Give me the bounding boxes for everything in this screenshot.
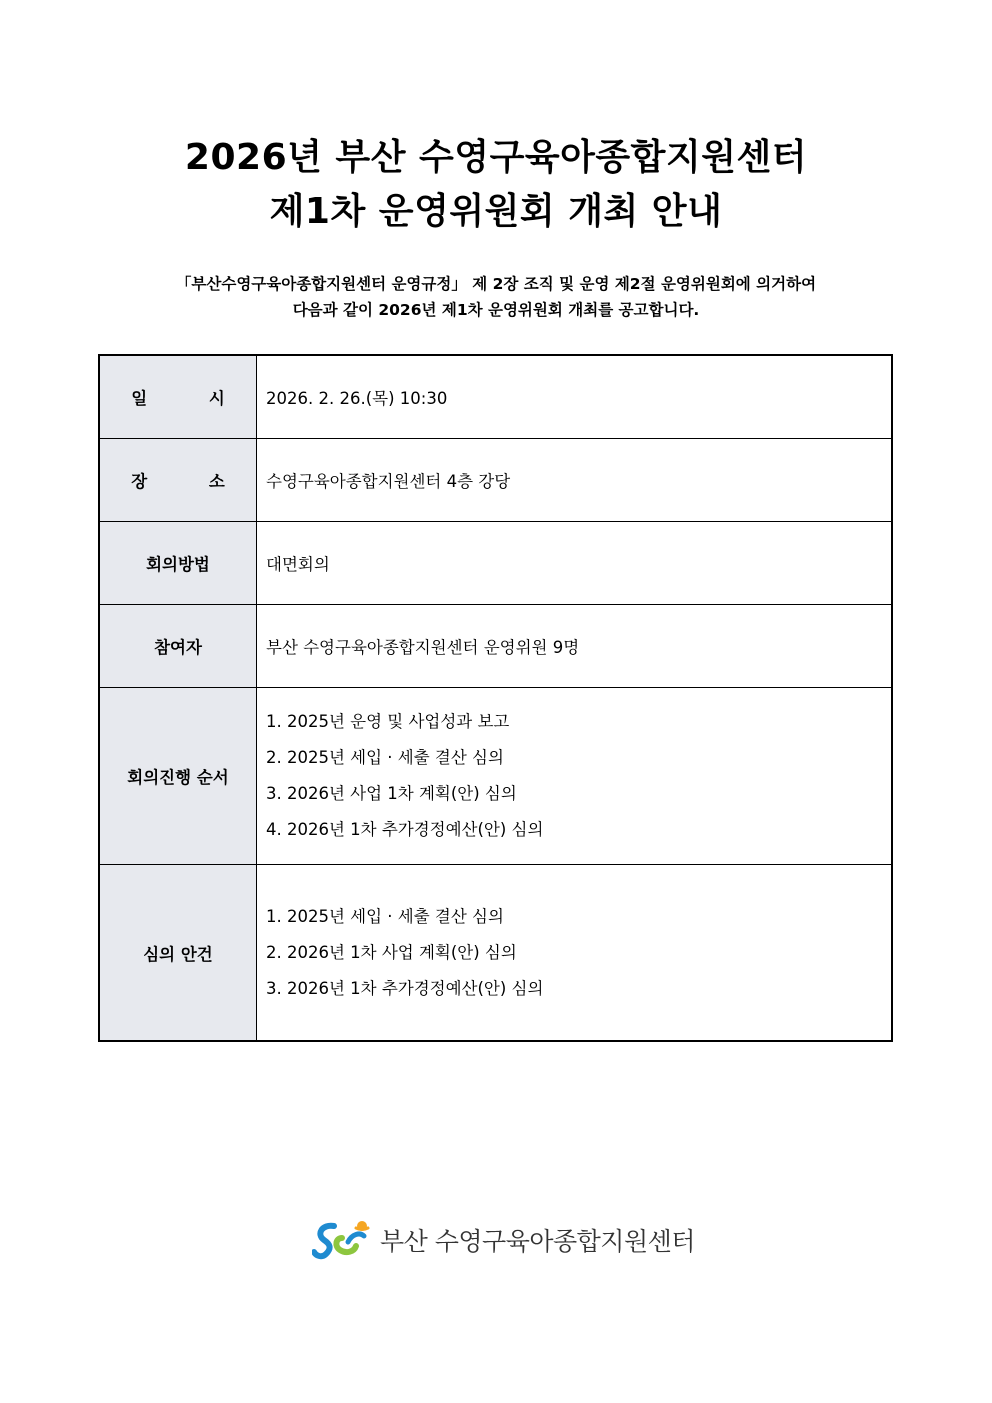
footer-org-name: 부산 수영구육아종합지원센터 (380, 1227, 695, 1256)
list-item: 2. 2026년 1차 사업 계획(안) 심의 (266, 942, 517, 962)
method-label: 회의방법 (99, 522, 257, 605)
agenda-order-label: 회의진행 순서 (99, 688, 257, 865)
attendees-label: 참여자 (99, 605, 257, 688)
page-title-line-2: 제1차 운영위원회 개최 안내 (269, 191, 723, 232)
list-item: 3. 2026년 1차 추가경정예산(안) 심의 (266, 978, 544, 998)
agenda-order-list (257, 688, 893, 865)
list-item: 1. 2025년 세입 · 세출 결산 심의 (266, 906, 504, 926)
list-item: 4. 2026년 1차 추가경정예산(안) 심의 (266, 820, 544, 839)
table-row-method (99, 522, 892, 605)
datetime-value: 2026. 2. 26.(목) 10:30 (257, 355, 893, 439)
place-value: 수영구육아종합지원센터 4층 강당 (257, 439, 893, 522)
table-row-agenda-items (99, 865, 892, 1042)
footer-org (312, 1216, 695, 1264)
agenda-items-label: 심의 안건 (99, 865, 257, 1042)
table-row-attendees (99, 605, 892, 688)
table-row-agenda-order (99, 688, 892, 865)
datetime-label: 일 시 (99, 355, 257, 439)
intro-text-line-1: 「부산수영구육아종합지원센터 운영규정」 제 2장 조직 및 운영 제2절 운영위원회에 의거하여 (175, 275, 817, 293)
method-value: 대면회의 (257, 522, 893, 605)
page-title-line-1: 2026년 부산 수영구육아종합지원센터 (184, 137, 808, 178)
list-item: 1. 2025년 운영 및 사업성과 보고 (266, 712, 510, 731)
table-row-place (99, 439, 892, 522)
center-logo-icon (312, 1216, 374, 1264)
agenda-items-list (257, 865, 893, 1042)
list-item: 2. 2025년 세입 · 세출 결산 심의 (266, 748, 504, 767)
intro-text-line-2: 다음과 같이 2026년 제1차 운영위원회 개최를 공고합니다. (292, 301, 700, 319)
list-item: 3. 2026년 사업 1차 계획(안) 심의 (266, 784, 517, 803)
meeting-info-table (98, 354, 893, 1042)
table-row-datetime (99, 355, 892, 439)
place-label: 장 소 (99, 439, 257, 522)
attendees-value: 부산 수영구육아종합지원센터 운영위원 9명 (257, 605, 893, 688)
